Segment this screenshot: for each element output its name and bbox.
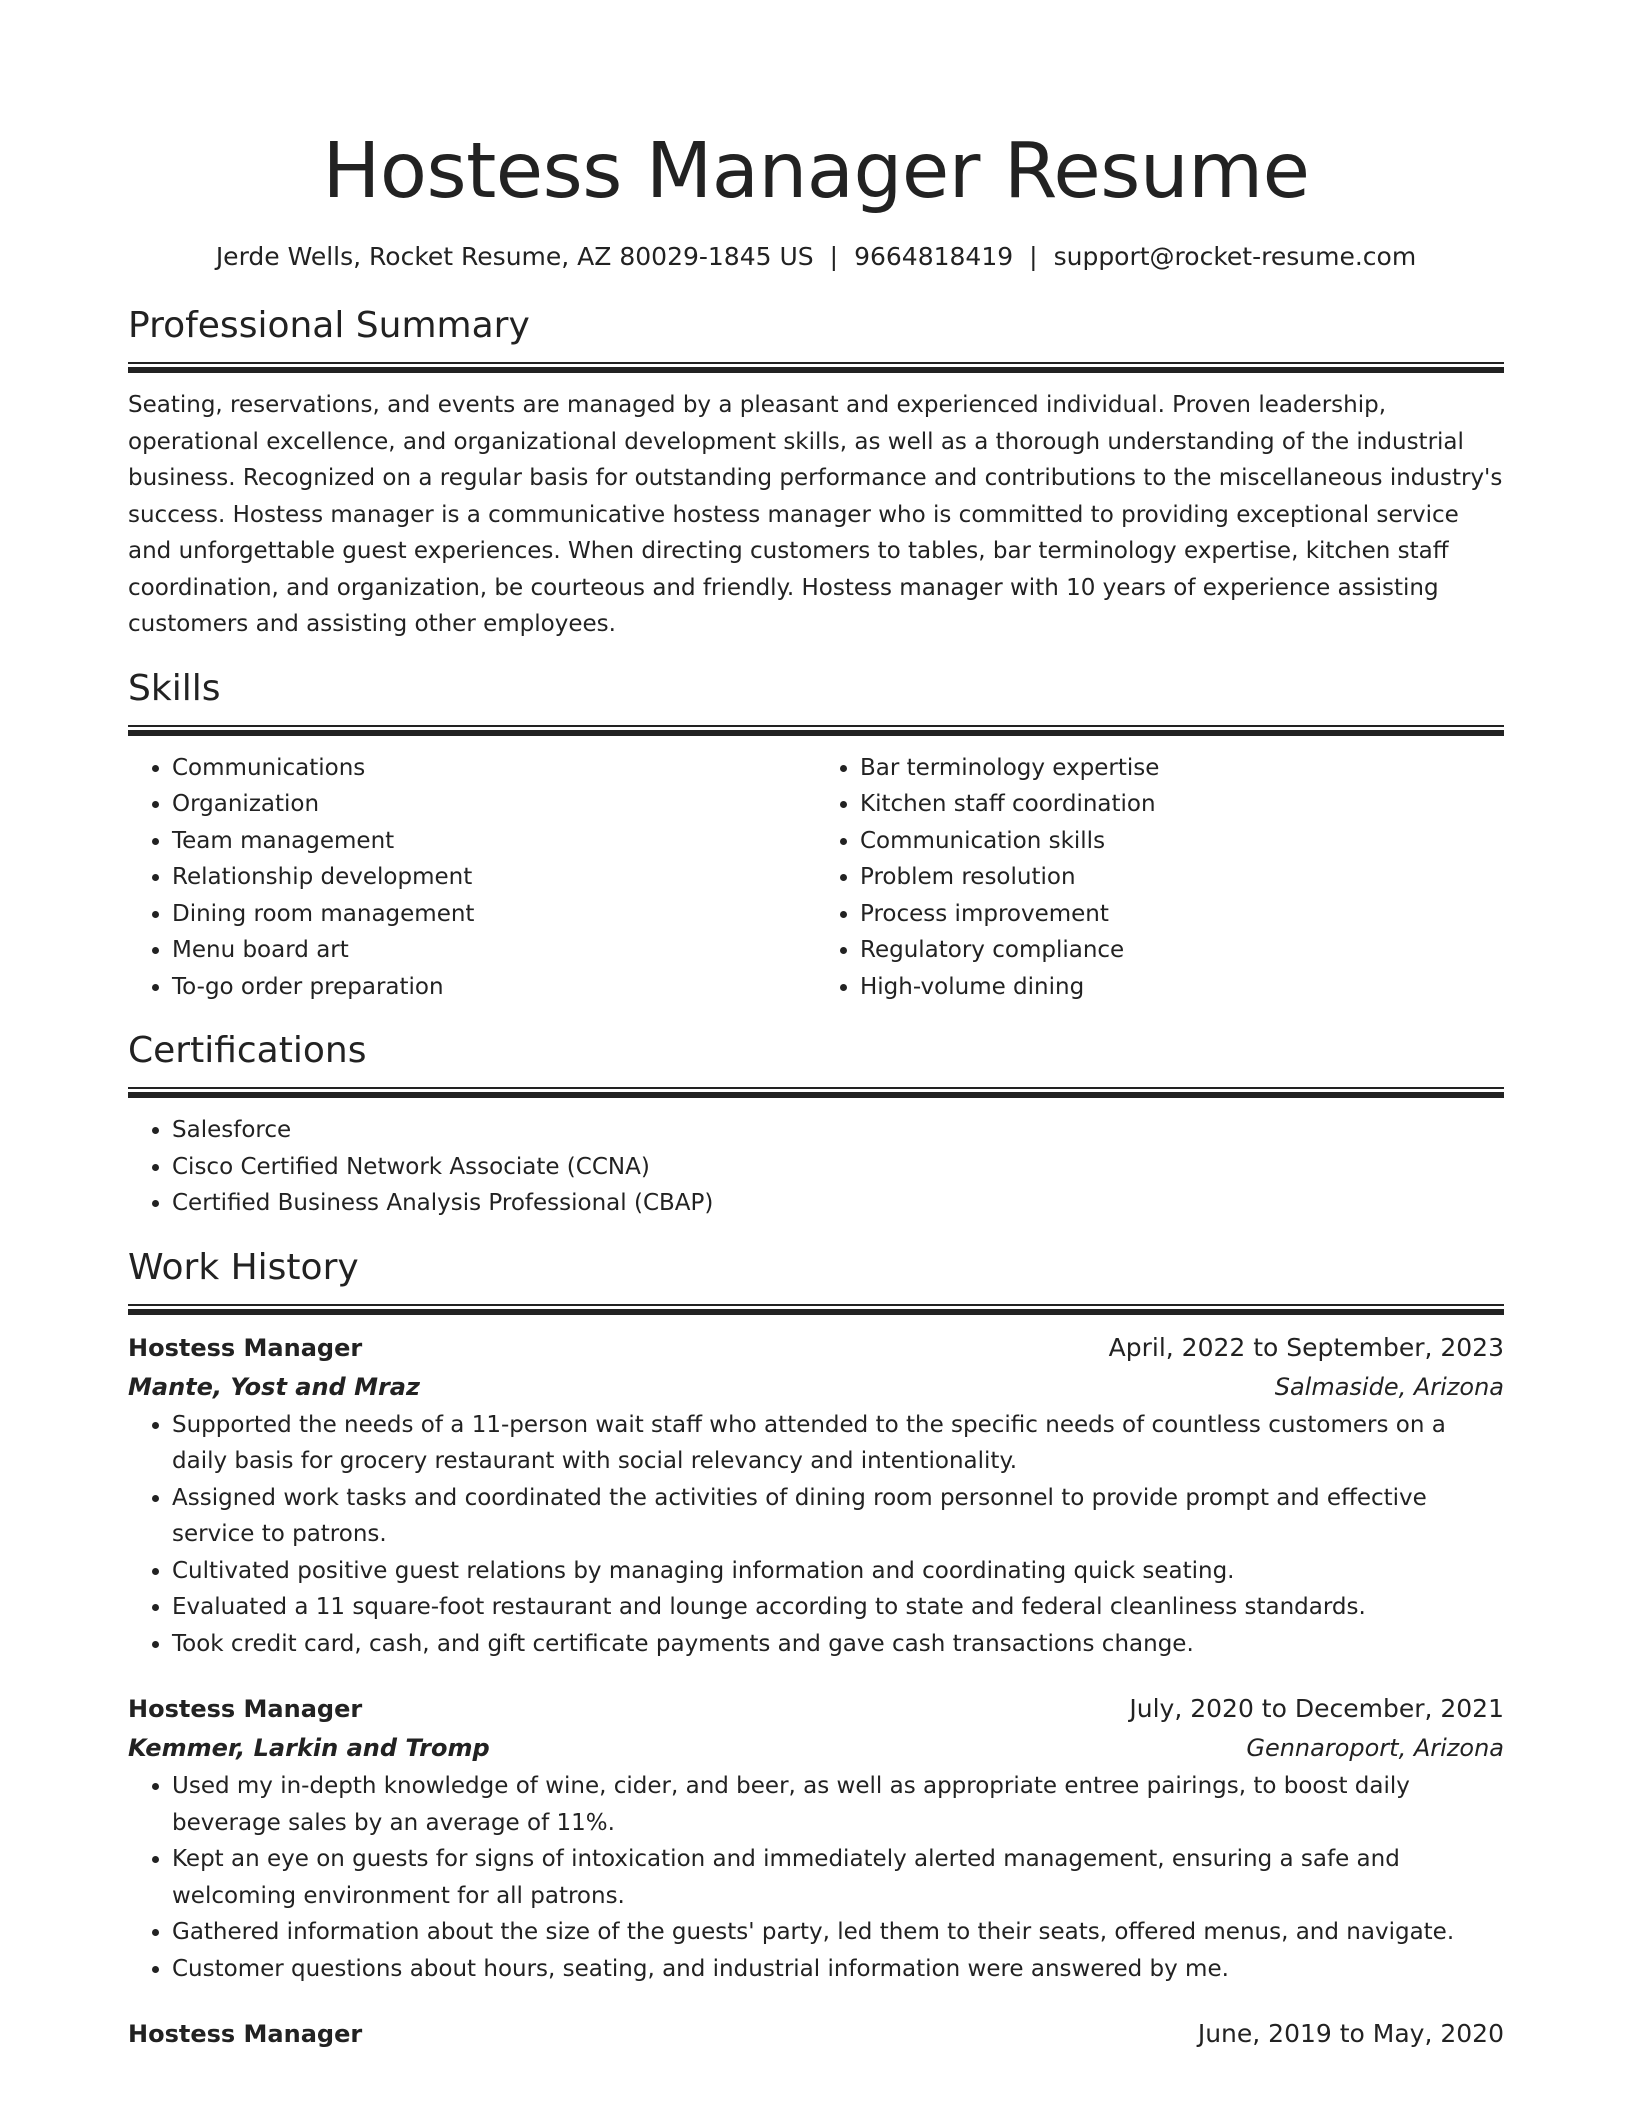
section-divider [128,1087,1504,1098]
skill-item: • Communications [172,750,816,787]
skills-list-right [816,750,1504,1006]
job-location: Gennaroport, Arizona [1246,1734,1504,1762]
job-bullet: • Customer questions about hours, seating, and industrial information were answered by me. [172,1951,1504,1988]
job-bullets [128,1768,1504,1987]
contact-address: Jerde Wells, Rocket Resume, AZ 80029-1845 US [215,242,814,271]
skill-item: • Relationship development [172,859,816,896]
section-heading-skills: Skills [128,667,221,709]
job-bullet: • Assigned work tasks and coordinated the activities of dining room personnel to provide prompt and effective service to patrons. [172,1480,1504,1553]
certification-item: • Certified Business Analysis Professional (CBAP) [172,1185,1504,1222]
section-divider [128,1304,1504,1315]
job-company: Mante, Yost and Mraz [128,1372,420,1401]
job-company: Kemmer, Larkin and Tromp [128,1734,490,1762]
summary-text: Seating, reservations, and events are managed by a pleasant and experienced individual. Proven leadership, operational excellence, and organizational development skills, as well as a thorough understanding of the industrial business. Recognized on a regular basis for outstanding performance and contributions to the miscellaneous industry's success. Hostess manager is a communicative hostess manager who is committed to providing exceptional service and unforgettable guest experiences. When directing customers to tables, bar terminology expertise, kitchen staff coordination, and organization, be courteous and friendly. Hostess manager with 10 years of experience assisting customers and assisting other employees. [128,392,1503,637]
section-heading-work-history: Work History [128,1246,359,1288]
skill-item: • Dining room management [172,896,816,933]
skill-item: • Organization [172,786,816,823]
job-bullet: • Cultivated positive guest relations by managing information and coordinating quick seating. [172,1553,1504,1590]
skill-item: • Communication skills [860,823,1504,860]
skill-item: • Kitchen staff coordination [860,786,1504,823]
skill-item: • Problem resolution [860,859,1504,896]
skills-list-left [128,750,816,1006]
skill-item: • Menu board art [172,932,816,969]
job-entry [128,1329,1504,1663]
skill-item: • Regulatory compliance [860,932,1504,969]
job-entry [128,2015,1504,2053]
resume-page [128,0,1504,2053]
skill-item: • Bar terminology expertise [860,750,1504,787]
skill-item: • Process improvement [860,896,1504,933]
summary-section [128,304,1504,643]
skill-item: • To-go order preparation [172,969,816,1006]
section-heading-certifications: Certifications [128,1030,367,1071]
skill-item: • High-volume dining [860,969,1504,1006]
skill-item: • Team management [172,823,816,860]
work-history-section [128,1246,1504,2054]
certification-item: • Cisco Certified Network Associate (CCNA) [172,1149,1504,1186]
job-bullets [128,1407,1504,1663]
skills-section [128,667,1504,1006]
job-header [128,1690,1504,1728]
job-title: Hostess Manager [128,1695,363,1723]
skills-grid [128,750,1504,1006]
job-title: Hostess Manager [128,2020,363,2048]
job-dates: July, 2020 to December, 2021 [1129,1694,1504,1723]
job-title: Hostess Manager [128,1333,363,1362]
resume-title: Hostess Manager Resume [322,127,1310,216]
contact-email: support@rocket-resume.com [1053,242,1417,271]
section-divider [128,725,1504,736]
certifications-section [128,1029,1504,1222]
contact-separator: | [829,242,839,271]
job-location: Salmaside, Arizona [1274,1372,1504,1401]
job-bullet: • Evaluated a 11 square-foot restaurant and lounge according to state and federal cleanliness standards. [172,1589,1504,1626]
contact-separator: | [1029,242,1038,271]
job-header [128,2015,1504,2053]
job-dates: June, 2019 to May, 2020 [1197,2019,1504,2048]
job-subheader [128,1367,1504,1407]
job-subheader [128,1728,1504,1768]
contact-line [128,240,1504,274]
job-bullet: • Used my in-depth knowledge of wine, cider, and beer, as well as appropriate entree pairings, to boost daily beverage sales by an average of 11%. [172,1768,1504,1841]
contact-phone: 9664818419 [854,242,1014,271]
certifications-list [128,1112,1504,1222]
job-bullet: • Supported the needs of a 11-person wait staff who attended to the specific needs of countless customers on a daily basis for grocery restaurant with social relevancy and intentionality. [172,1407,1504,1480]
job-bullet: • Gathered information about the size of the guests' party, led them to their seats, offered menus, and navigate. [172,1914,1504,1951]
section-heading-summary: Professional Summary [128,305,530,346]
certification-item: • Salesforce [172,1112,1504,1149]
job-bullet: • Took credit card, cash, and gift certificate payments and gave cash transactions change. [172,1626,1504,1663]
job-entry [128,1690,1504,1987]
job-header [128,1329,1504,1367]
job-dates: April, 2022 to September, 2023 [1108,1332,1504,1362]
job-bullet: • Kept an eye on guests for signs of intoxication and immediately alerted management, ensuring a safe and welcoming environment for all patrons. [172,1841,1504,1914]
section-divider [128,362,1504,373]
